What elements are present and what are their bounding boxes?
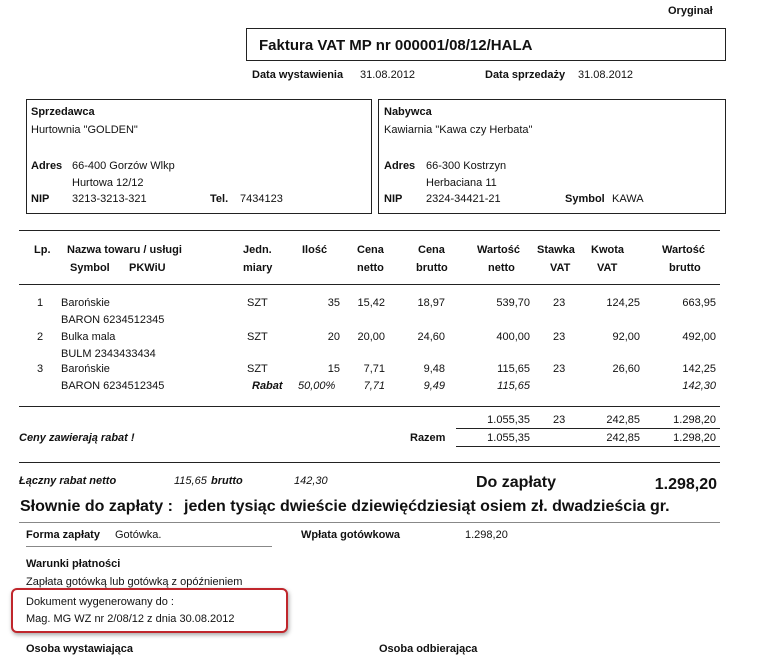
row-code: BULM 2343433434 (61, 348, 156, 360)
col-vat-amount: Kwota (591, 244, 624, 256)
row-net-value: 539,70 (496, 297, 530, 309)
buyer-symbol-label: Symbol (565, 193, 605, 205)
in-words-value: jeden tysiąc dwieście dziewięćdziesiąt osiem zł. dwadzieścia gr. (184, 498, 670, 515)
to-pay-label: Do zapłaty (476, 474, 557, 491)
sum-net-value: 1.055,35 (487, 432, 530, 444)
row-name: Bulka mala (61, 331, 116, 343)
col-pkwiu: PKWiU (129, 262, 166, 274)
row-qty: 20 (327, 331, 340, 343)
col-name: Nazwa towaru / usługi (67, 244, 182, 256)
row-vat-rate: 23 (553, 297, 566, 309)
seller-heading: Sprzedawca (31, 106, 95, 118)
row-net-value: 115,65 (497, 363, 530, 375)
col-net-value: Wartość (477, 244, 520, 256)
row-net-price: 20,00 (357, 331, 385, 343)
row-gross-value: 492,00 (682, 331, 716, 343)
total-discount-gross: 142,30 (294, 475, 328, 487)
row-net-value: 400,00 (496, 331, 530, 343)
row-qty: 15 (327, 363, 340, 375)
row-net-price: 15,42 (357, 297, 385, 309)
seller-nip-label: NIP (31, 193, 50, 205)
buyer-symbol: KAWA (612, 193, 644, 205)
seller-nip: 3213-3213-321 (72, 193, 147, 205)
seller-name: Hurtownia "GOLDEN" (31, 124, 138, 136)
discount-net-price: 7,71 (363, 380, 385, 392)
receiver-label: Osoba odbierająca (379, 643, 478, 655)
generated-note-highlight (11, 588, 288, 633)
issue-date-label: Data wystawienia (252, 69, 344, 81)
seller-address-label: Adres (31, 160, 63, 172)
cash-paid-value: 1.298,20 (465, 529, 508, 541)
seller-tel: 7434123 (240, 193, 283, 205)
payment-form-underline (26, 546, 272, 547)
payment-form-label: Forma zapłaty (26, 529, 100, 541)
subtotal-rule (456, 428, 720, 429)
row-vat-rate: 23 (553, 331, 566, 343)
row-code: BARON 6234512345 (61, 314, 165, 326)
buyer-address-label: Adres (384, 160, 416, 172)
sum-rule (456, 446, 720, 447)
sum-gross-value: 1.298,20 (673, 432, 716, 444)
col-net-value-2: netto (488, 262, 515, 274)
col-symbol: Symbol (70, 262, 110, 274)
buyer-box (378, 99, 726, 214)
discount-note: Ceny zawierają rabat ! (19, 432, 135, 444)
sum-label: Razem (410, 432, 446, 444)
buyer-address-line2: Herbaciana 11 (426, 177, 497, 189)
discount-gross-value: 142,30 (682, 380, 716, 392)
title-box (246, 28, 726, 61)
row-qty: 35 (327, 297, 340, 309)
copy-label: Oryginał (668, 5, 713, 17)
seller-address-line1: 66-400 Gorzów Wlkp (72, 160, 175, 172)
col-gross-price-2: brutto (416, 262, 448, 274)
subtotal-vat-amount: 242,85 (606, 414, 640, 426)
discount-percent: 50,00% (298, 380, 336, 392)
row-code: BARON 6234512345 (61, 380, 165, 392)
total-discount-net: 115,65 (174, 475, 207, 487)
row-gross-price: 24,60 (417, 331, 445, 343)
row-vat-rate: 23 (553, 363, 566, 375)
col-unit: Jedn. (243, 244, 272, 256)
col-vat-amount-2: VAT (597, 262, 618, 274)
row-lp: 2 (37, 331, 44, 343)
row-unit: SZT (247, 331, 268, 343)
row-gross-value: 663,95 (682, 297, 716, 309)
col-qty: Ilość (302, 244, 328, 256)
payment-form-value: Gotówka. (115, 529, 162, 541)
subtotal-gross-value: 1.298,20 (673, 414, 716, 426)
col-gross-value: Wartość (662, 244, 705, 256)
summary-rule (19, 462, 720, 463)
col-net-price: Cena (357, 244, 384, 256)
total-discount-label: Łączny rabat netto (19, 475, 117, 487)
row-gross-price: 18,97 (417, 297, 445, 309)
row-name: Barońskie (61, 297, 110, 309)
buyer-heading: Nabywca (384, 106, 432, 118)
col-vat-rate: Stawka (537, 244, 575, 256)
row-name: Barońskie (61, 363, 110, 375)
buyer-name: Kawiarnia "Kawa czy Herbata" (384, 124, 533, 136)
row-lp: 1 (37, 297, 44, 309)
col-gross-value-2: brutto (669, 262, 701, 274)
to-pay-amount: 1.298,20 (654, 476, 717, 493)
row-unit: SZT (247, 363, 268, 375)
issue-date: 31.08.2012 (360, 69, 416, 81)
buyer-nip-label: NIP (384, 193, 403, 205)
subtotal-vat-rate: 23 (553, 414, 566, 426)
row-lp: 3 (37, 363, 44, 375)
seller-address-line2: Hurtowa 12/12 (72, 177, 144, 189)
col-vat-rate-2: VAT (550, 262, 571, 274)
row-vat-amount: 26,60 (612, 363, 640, 375)
payment-terms-label: Warunki płatności (26, 558, 121, 570)
col-net-price-2: netto (357, 262, 384, 274)
buyer-nip: 2324-34421-21 (426, 193, 501, 205)
generated-line2: Mag. MG WZ nr 2/08/12 z dnia 30.08.2012 (26, 613, 235, 625)
cash-paid-label: Wpłata gotówkowa (301, 529, 400, 541)
sale-date-label: Data sprzedaży (485, 69, 566, 81)
row-net-price: 7,71 (363, 363, 385, 375)
discount-gross-price: 9,49 (423, 380, 445, 392)
discount-label: Rabat (252, 380, 283, 392)
total-discount-gross-label: brutto (211, 475, 243, 487)
in-words-label: Słownie do zapłaty : (20, 498, 173, 515)
sum-vat-amount: 242,85 (606, 432, 640, 444)
discount-net-value: 115,65 (497, 380, 530, 392)
payment-terms-value: Zapłata gotówką lub gotówką z opóźnieniem (26, 576, 243, 588)
issuer-label: Osoba wystawiająca (26, 643, 133, 655)
col-gross-price: Cena (418, 244, 445, 256)
table-top-rule (19, 230, 720, 231)
sale-date: 31.08.2012 (578, 69, 634, 81)
subtotal-net-value: 1.055,35 (487, 414, 530, 426)
invoice-title: Faktura VAT MP nr 000001/08/12/HALA (259, 37, 533, 54)
seller-tel-label: Tel. (210, 193, 229, 205)
row-vat-amount: 124,25 (606, 297, 640, 309)
table-header-rule (19, 284, 720, 285)
buyer-address-line1: 66-300 Kostrzyn (426, 160, 507, 172)
generated-line1: Dokument wygenerowany do : (26, 596, 174, 608)
row-gross-value: 142,25 (682, 363, 716, 375)
payment-rule (19, 522, 720, 523)
row-gross-price: 9,48 (423, 363, 445, 375)
seller-box (26, 99, 372, 214)
col-lp: Lp. (34, 244, 51, 256)
row-vat-amount: 92,00 (612, 331, 640, 343)
row-unit: SZT (247, 297, 268, 309)
table-bottom-rule (19, 406, 720, 407)
col-unit-2: miary (243, 262, 273, 274)
